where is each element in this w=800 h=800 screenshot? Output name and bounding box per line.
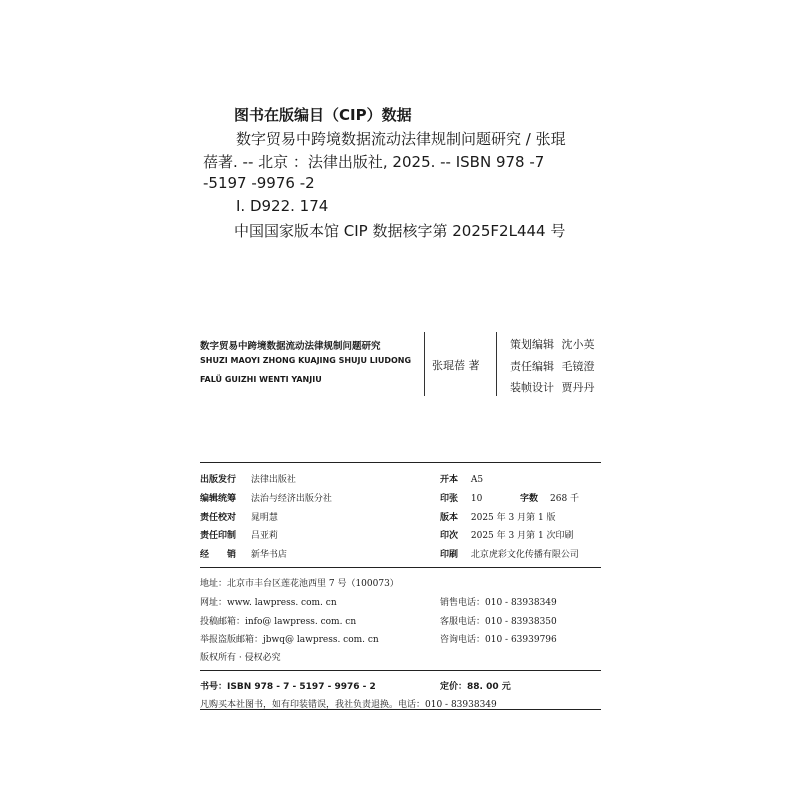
- pub-value: 法律出版社: [250, 475, 296, 485]
- staff-row-binding-design: [510, 379, 595, 395]
- cip-book-title-line: 数字贸易中跨境数据流动法律规制问题研究 / 张琨: [236, 130, 566, 148]
- service-phone: 客服电话：010 - 83938350: [440, 617, 557, 627]
- pub-row-impression: [440, 528, 574, 541]
- pub-value: 10: [470, 494, 483, 504]
- piracy-report-email: 举报盗版邮箱：jbwq@ lawpress. com. cn: [200, 635, 379, 645]
- website: 网址：www. lawpress. com. cn: [200, 598, 337, 608]
- pub-label: 印张: [440, 494, 459, 504]
- pub-label: 印刷: [440, 550, 459, 560]
- pub-value: 吕亚莉: [250, 531, 278, 541]
- pub-label: 经 销: [200, 550, 237, 560]
- rule-top: [200, 462, 601, 463]
- pub-value: 法治与经济出版分社: [250, 494, 332, 504]
- book-title-zh: 数字贸易中跨境数据流动法律规制问题研究: [200, 341, 381, 352]
- divider-vertical-left: [424, 332, 425, 396]
- pub-row-printer: [440, 547, 579, 560]
- cip-publisher-line: 蓓著. -- 北京 ：法律出版社, 2025. -- ISBN 978 -7: [203, 153, 545, 171]
- divider-vertical-right: [496, 332, 497, 396]
- pub-row-publisher: [200, 472, 296, 485]
- pub-row-format: [440, 472, 483, 485]
- pub-row-editorial: [200, 491, 332, 504]
- pub-label: 编辑统筹: [200, 494, 237, 504]
- pub-label: 印次: [440, 531, 459, 541]
- pub-row-printing-supervisor: [200, 528, 278, 541]
- staff-role: 装帧设计: [510, 381, 554, 394]
- pub-label: 出版发行: [200, 475, 237, 485]
- pub-row-proofreader: [200, 510, 278, 523]
- cip-isbn-continuation: -5197 -9976 -2: [203, 174, 315, 192]
- book-author: 张琨蓓 著: [432, 359, 480, 372]
- isbn: 书号：ISBN 978 - 7 - 5197 - 9976 - 2: [200, 682, 376, 692]
- inquiry-phone: 咨询电话：010 - 63939796: [440, 635, 557, 645]
- rule-lower: [200, 670, 601, 671]
- address: 地址：北京市丰台区莲花池西里 7 号（100073）: [200, 579, 399, 589]
- return-notice: 凡购买本社图书，如有印装错误，我社负责退换。电话：010 - 83938349: [200, 700, 497, 710]
- pub-value: A5: [470, 475, 484, 485]
- price: 定价：88. 00 元: [440, 682, 511, 692]
- cip-title: 图书在版编目（CIP）数据: [234, 106, 412, 124]
- sales-phone: 销售电话：010 - 83938349: [440, 598, 557, 608]
- submission-email: 投稿邮箱：info@ lawpress. com. cn: [200, 617, 357, 627]
- copyright-notice: 版权所有 · 侵权必究: [200, 653, 281, 663]
- pub-row-distributor: [200, 547, 287, 560]
- rule-middle: [200, 567, 601, 568]
- pub-label: 版本: [440, 513, 459, 523]
- pub-value: 2025 年 3 月第 1 次印刷: [470, 531, 574, 541]
- pub-row-sheets: [440, 491, 482, 504]
- cip-record-number: 中国国家版本馆 CIP 数据核字第 2025F2L444 号: [234, 222, 566, 240]
- staff-role: 责任编辑: [510, 360, 554, 373]
- pub-value: 新华书店: [250, 550, 287, 560]
- pub-value: 晁明慧: [250, 513, 278, 523]
- cip-classification: Ⅰ. D922. 174: [236, 197, 329, 215]
- pub-value: 2025 年 3 月第 1 版: [470, 513, 556, 523]
- pub-label: 责任印制: [200, 531, 237, 541]
- pub-label: 责任校对: [200, 513, 237, 523]
- book-title-pinyin-2: FALÜ GUIZHI WENTI YANJIU: [200, 375, 322, 384]
- word-count-value: 268 千: [550, 494, 580, 504]
- staff-row-responsible-editor: [510, 358, 595, 374]
- book-title-pinyin-1: SHUZI MAOYI ZHONG KUAJING SHUJU LIUDONG: [200, 356, 412, 365]
- staff-name: 毛镜澄: [561, 360, 595, 373]
- staff-name: 沈小英: [561, 338, 595, 351]
- pub-label: 开本: [440, 475, 459, 485]
- staff-name: 贾丹丹: [561, 381, 595, 394]
- pub-value: 北京虎彩文化传播有限公司: [470, 550, 579, 560]
- pub-row-edition: [440, 510, 556, 523]
- staff-role: 策划编辑: [510, 338, 554, 351]
- word-count-label: 字数: [520, 494, 539, 504]
- staff-row-planning-editor: [510, 336, 595, 352]
